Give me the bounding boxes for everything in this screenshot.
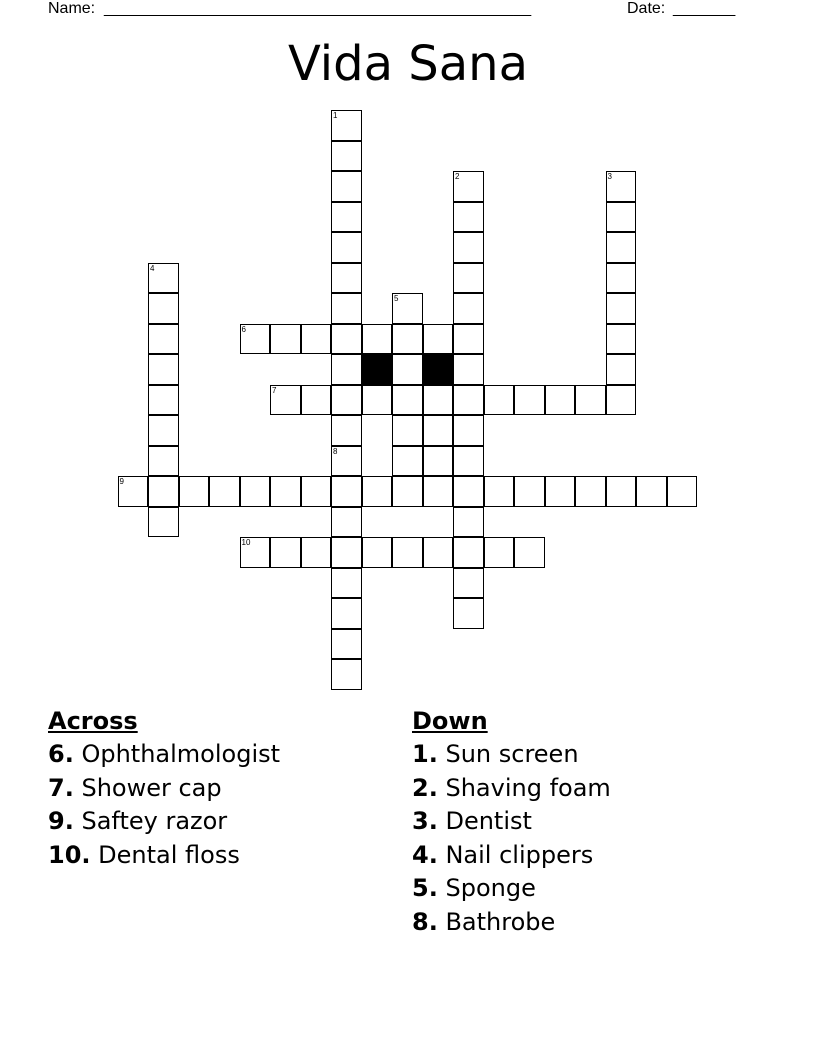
grid-cell[interactable] bbox=[606, 354, 637, 385]
grid-cell[interactable] bbox=[331, 598, 362, 629]
grid-cell-black bbox=[362, 354, 393, 385]
grid-cell[interactable] bbox=[362, 537, 393, 568]
grid-cell[interactable] bbox=[514, 385, 545, 416]
grid-cell[interactable] bbox=[331, 232, 362, 263]
grid-cell[interactable] bbox=[331, 385, 362, 416]
grid-cell[interactable] bbox=[606, 202, 637, 233]
grid-cell[interactable] bbox=[331, 446, 362, 477]
grid-cell[interactable] bbox=[209, 476, 240, 507]
grid-cell[interactable] bbox=[148, 354, 179, 385]
grid-cell[interactable] bbox=[270, 324, 301, 355]
grid-cell[interactable] bbox=[270, 476, 301, 507]
grid-cell[interactable] bbox=[453, 415, 484, 446]
clue-text: Sun screen bbox=[445, 740, 579, 768]
clue-down-3 bbox=[412, 805, 611, 839]
grid-cell[interactable] bbox=[148, 446, 179, 477]
down-clues bbox=[412, 704, 611, 939]
grid-cell[interactable] bbox=[453, 476, 484, 507]
clue-number: 2. bbox=[412, 773, 438, 802]
grid-cell[interactable] bbox=[331, 110, 362, 141]
grid-cell[interactable] bbox=[453, 171, 484, 202]
clue-number: 5. bbox=[412, 874, 438, 902]
grid-cell[interactable] bbox=[453, 537, 484, 568]
clue-number: 4. bbox=[412, 840, 438, 869]
grid-cell[interactable] bbox=[331, 659, 362, 690]
grid-cell[interactable] bbox=[331, 537, 362, 568]
grid-cell[interactable] bbox=[331, 629, 362, 660]
clue-number: 8. bbox=[412, 907, 438, 936]
clue-number: 1. bbox=[412, 740, 438, 768]
grid-cell[interactable] bbox=[423, 476, 454, 507]
grid-cell[interactable] bbox=[545, 385, 576, 416]
grid-cell[interactable] bbox=[148, 507, 179, 538]
cell-number: 6 bbox=[241, 324, 246, 334]
clue-down-2 bbox=[412, 772, 611, 806]
grid-cell[interactable] bbox=[301, 324, 332, 355]
cell-number: 4 bbox=[150, 263, 155, 273]
grid-cell[interactable] bbox=[514, 537, 545, 568]
grid-cell[interactable] bbox=[453, 263, 484, 294]
grid-cell[interactable] bbox=[453, 232, 484, 263]
grid-cell[interactable] bbox=[301, 537, 332, 568]
clue-across-6 bbox=[48, 738, 280, 772]
grid-cell[interactable] bbox=[514, 476, 545, 507]
clue-down-5 bbox=[412, 872, 611, 906]
grid-cell[interactable] bbox=[392, 354, 423, 385]
clue-number: 3. bbox=[412, 807, 438, 835]
clue-text: Dental floss bbox=[98, 840, 240, 869]
grid-cell[interactable] bbox=[392, 415, 423, 446]
grid-cell[interactable] bbox=[453, 446, 484, 477]
grid-cell[interactable] bbox=[453, 568, 484, 599]
grid-cell[interactable] bbox=[362, 324, 393, 355]
grid-cell[interactable] bbox=[453, 507, 484, 538]
grid-cell[interactable] bbox=[148, 415, 179, 446]
grid-cell[interactable] bbox=[453, 202, 484, 233]
grid-cell[interactable] bbox=[148, 263, 179, 294]
across-heading: Across bbox=[48, 707, 138, 735]
grid-cell[interactable] bbox=[606, 293, 637, 324]
grid-cell[interactable] bbox=[423, 537, 454, 568]
clue-text: Shaving foam bbox=[445, 773, 611, 802]
grid-cell[interactable] bbox=[575, 385, 606, 416]
clue-number: 7. bbox=[48, 773, 74, 802]
clue-down-8 bbox=[412, 906, 611, 940]
grid-cell[interactable] bbox=[392, 293, 423, 324]
grid-cell[interactable] bbox=[331, 568, 362, 599]
grid-cell[interactable] bbox=[362, 476, 393, 507]
cell-number: 3 bbox=[607, 172, 612, 181]
grid-cell[interactable] bbox=[148, 385, 179, 416]
grid-cell[interactable] bbox=[331, 415, 362, 446]
grid-cell[interactable] bbox=[392, 476, 423, 507]
grid-cell[interactable] bbox=[270, 385, 301, 416]
grid-cell[interactable] bbox=[423, 446, 454, 477]
name-field-line: ________________________________________________ bbox=[104, 0, 532, 17]
grid-cell[interactable] bbox=[453, 598, 484, 629]
grid-cell[interactable] bbox=[118, 476, 149, 507]
grid-cell[interactable] bbox=[606, 476, 637, 507]
grid-cell[interactable] bbox=[331, 324, 362, 355]
grid-cell[interactable] bbox=[606, 263, 637, 294]
grid-cell[interactable] bbox=[392, 385, 423, 416]
grid-cell[interactable] bbox=[331, 202, 362, 233]
clue-across-9 bbox=[48, 805, 280, 839]
grid-cell[interactable] bbox=[301, 476, 332, 507]
grid-cell[interactable] bbox=[606, 385, 637, 416]
grid-cell[interactable] bbox=[423, 324, 454, 355]
clue-number: 9. bbox=[48, 807, 74, 835]
grid-cell[interactable] bbox=[453, 354, 484, 385]
clue-across-7 bbox=[48, 772, 280, 806]
grid-cell[interactable] bbox=[240, 324, 271, 355]
clue-text: Bathrobe bbox=[445, 907, 556, 936]
grid-cell[interactable] bbox=[331, 293, 362, 324]
date-label: Date: bbox=[627, 0, 666, 17]
grid-cell[interactable] bbox=[545, 476, 576, 507]
grid-cell[interactable] bbox=[148, 476, 179, 507]
grid-cell[interactable] bbox=[453, 324, 484, 355]
grid-cell[interactable] bbox=[362, 385, 393, 416]
clue-down-4 bbox=[412, 839, 611, 873]
clue-text: Saftey razor bbox=[81, 807, 228, 835]
grid-cell[interactable] bbox=[331, 507, 362, 538]
grid-cell[interactable] bbox=[331, 354, 362, 385]
clue-across-10 bbox=[48, 839, 280, 873]
across-clues bbox=[48, 704, 280, 872]
grid-cell[interactable] bbox=[148, 324, 179, 355]
down-heading: Down bbox=[412, 707, 488, 735]
grid-cell[interactable] bbox=[331, 141, 362, 172]
grid-cell[interactable] bbox=[392, 537, 423, 568]
grid-cell[interactable] bbox=[423, 385, 454, 416]
grid-cell[interactable] bbox=[392, 446, 423, 477]
cell-number: 9 bbox=[119, 477, 124, 486]
grid-cell[interactable] bbox=[667, 476, 698, 507]
grid-cell-black bbox=[423, 354, 454, 385]
clue-text: Dentist bbox=[445, 807, 532, 835]
clue-text: Shower cap bbox=[81, 773, 222, 802]
grid-cell[interactable] bbox=[301, 385, 332, 416]
grid-cell[interactable] bbox=[453, 293, 484, 324]
grid-cell[interactable] bbox=[392, 324, 423, 355]
clue-text: Ophthalmologist bbox=[81, 740, 281, 768]
cell-number: 8 bbox=[333, 446, 338, 456]
grid-cell[interactable] bbox=[331, 263, 362, 294]
grid-cell[interactable] bbox=[423, 415, 454, 446]
grid-cell[interactable] bbox=[606, 324, 637, 355]
grid-cell[interactable] bbox=[484, 476, 515, 507]
cell-number: 1 bbox=[333, 111, 338, 120]
grid-cell[interactable] bbox=[240, 476, 271, 507]
cell-number: 10 bbox=[241, 538, 251, 547]
grid-cell[interactable] bbox=[484, 385, 515, 416]
grid-cell[interactable] bbox=[636, 476, 667, 507]
clue-text: Nail clippers bbox=[445, 840, 594, 869]
clue-number: 10. bbox=[48, 840, 91, 869]
grid-cell[interactable] bbox=[331, 171, 362, 202]
grid-cell[interactable] bbox=[148, 293, 179, 324]
date-field-line: _______ bbox=[673, 0, 736, 17]
puzzle-title: Vida Sana bbox=[288, 36, 528, 92]
clue-text: Sponge bbox=[445, 874, 536, 902]
grid-cell[interactable] bbox=[179, 476, 210, 507]
grid-cell[interactable] bbox=[240, 537, 271, 568]
cell-number: 5 bbox=[394, 294, 399, 303]
grid-cell[interactable] bbox=[270, 537, 301, 568]
cell-number: 7 bbox=[272, 385, 277, 395]
grid-cell[interactable] bbox=[453, 385, 484, 416]
grid-cell[interactable] bbox=[606, 171, 637, 202]
name-label: Name: bbox=[48, 0, 96, 17]
grid-cell[interactable] bbox=[484, 537, 515, 568]
grid-cell[interactable] bbox=[606, 232, 637, 263]
clue-number: 6. bbox=[48, 740, 74, 768]
grid-cell[interactable] bbox=[331, 476, 362, 507]
clue-down-1 bbox=[412, 738, 611, 772]
grid-cell[interactable] bbox=[575, 476, 606, 507]
cell-number: 2 bbox=[455, 172, 460, 181]
